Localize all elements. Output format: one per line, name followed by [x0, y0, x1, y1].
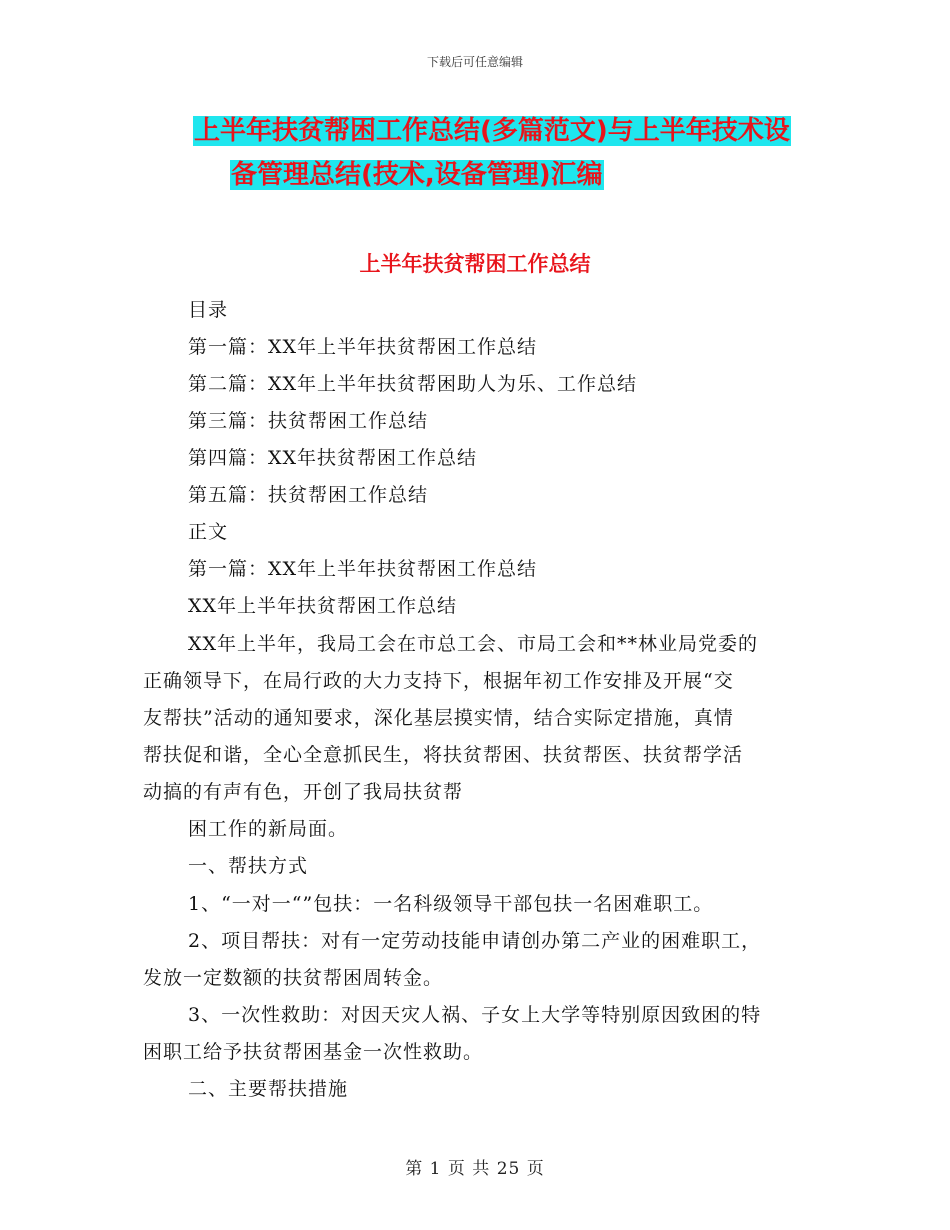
- toc-item: 第四篇：XX年扶贫帮困工作总结: [188, 447, 478, 469]
- section-title: 上半年扶贫帮困工作总结: [359, 252, 591, 276]
- toc-item: 第二篇：XX年上半年扶贫帮困助人为乐、工作总结: [188, 373, 638, 395]
- paragraph-line: 困工作的新局面。: [188, 818, 349, 840]
- title-highlight-2: 备管理总结(技术,设备管理)汇编: [231, 160, 603, 190]
- paragraph-line: 动搞的有声有色，开创了我局扶贫帮: [143, 781, 464, 803]
- section-heading: 一、帮扶方式: [188, 855, 309, 877]
- header-note: 下载后可任意编辑: [426, 55, 523, 69]
- paragraph-line: 正确领导下，在局行政的大力支持下，根据年初工作安排及开展“交: [143, 670, 734, 692]
- list-item: 2、项目帮扶：对有一定劳动技能申请创办第二产业的困难职工，: [188, 930, 762, 952]
- toc-heading: 目录: [188, 299, 229, 321]
- chapter-subtitle: XX年上半年扶贫帮困工作总结: [188, 595, 458, 617]
- list-item: 1、“一对一“”包扶：一名科级领导干部包扶一名困难职工。: [188, 893, 714, 915]
- body-heading: 正文: [188, 521, 229, 543]
- paragraph-line: 帮扶促和谐，全心全意抓民生，将扶贫帮困、扶贫帮医、扶贫帮学活: [143, 744, 744, 766]
- document-title-line-1: [193, 114, 791, 148]
- toc-item: 第一篇：XX年上半年扶贫帮困工作总结: [188, 336, 538, 358]
- chapter-title: 第一篇：XX年上半年扶贫帮困工作总结: [188, 558, 538, 580]
- document-title-line-2: [230, 158, 604, 192]
- paragraph-line: XX年上半年，我局工会在市总工会、市局工会和**林业局党委的: [188, 633, 759, 655]
- list-item: 3、一次性救助：对因天灾人祸、子女上大学等特别原因致困的特: [188, 1004, 762, 1026]
- section-heading: 二、主要帮扶措施: [188, 1078, 349, 1100]
- paragraph-line: 友帮扶”活动的通知要求，深化基层摸实情，结合实际定措施，真情: [143, 707, 734, 729]
- title-highlight-1: 上半年扶贫帮困工作总结(多篇范文)与上半年技术设: [194, 116, 790, 146]
- toc-item: 第三篇：扶贫帮困工作总结: [188, 410, 429, 432]
- list-item-continued: 发放一定数额的扶贫帮困周转金。: [143, 967, 444, 989]
- toc-item: 第五篇：扶贫帮困工作总结: [188, 484, 429, 506]
- list-item-continued: 困职工给予扶贫帮困基金一次性救助。: [143, 1041, 484, 1063]
- page-footer: 第 1 页 共 25 页: [405, 1159, 545, 1179]
